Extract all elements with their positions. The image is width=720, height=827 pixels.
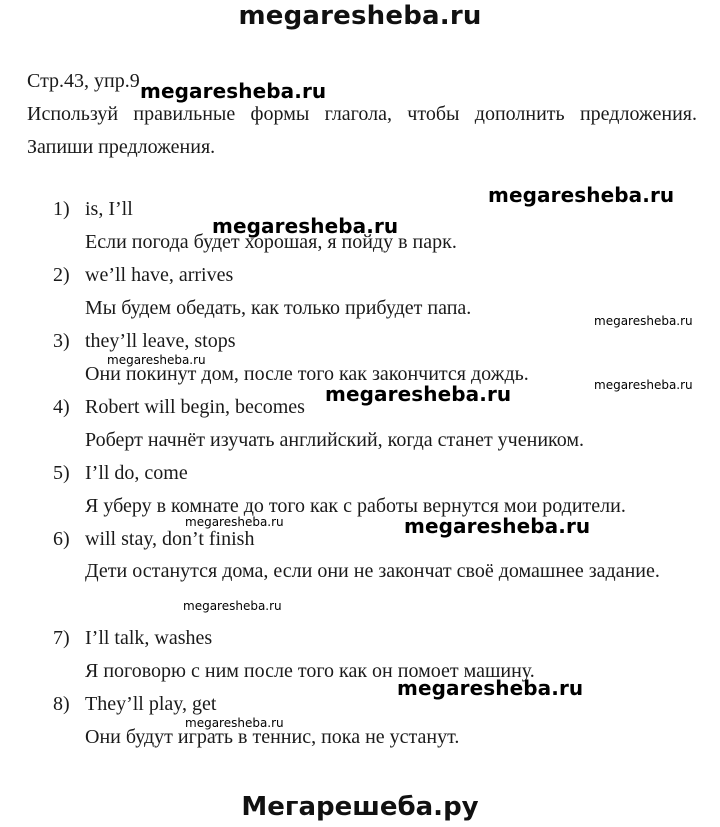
answer-translation: Они покинут дом, после того как закончится дождь.: [85, 363, 529, 385]
watermark: megaresheba.ru: [488, 183, 675, 207]
answer-verbs: they’ll leave, stops: [85, 330, 236, 352]
watermark: megaresheba.ru: [404, 514, 591, 538]
watermark: megaresheba.ru: [185, 716, 284, 730]
answer-verbs: we’ll have, arrives: [85, 264, 234, 286]
watermark: megaresheba.ru: [212, 214, 399, 238]
watermark: megaresheba.ru: [107, 353, 206, 367]
watermark: megaresheba.ru: [397, 676, 584, 700]
answer-verbs: is, I’ll: [85, 198, 133, 220]
answer-number: 4): [53, 396, 70, 418]
watermark: megaresheba.ru: [183, 599, 282, 613]
answer-verbs: Robert will begin, becomes: [85, 396, 305, 418]
site-header: megaresheba.ru: [238, 1, 482, 31]
answer-number: 8): [53, 693, 70, 715]
answer-verbs: I’ll talk, washes: [85, 627, 213, 649]
answer-verbs: I’ll do, come: [85, 462, 188, 484]
exercise-reference: Стр.43, упр.9: [27, 70, 140, 92]
answer-number: 7): [53, 627, 70, 649]
answer-number: 3): [53, 330, 70, 352]
answer-translation: Они будут играть в теннис, пока не устанут.: [85, 726, 460, 748]
watermark: megaresheba.ru: [185, 515, 284, 529]
answer-number: 5): [53, 462, 70, 484]
answer-translation: Дети останутся дома, если они не закончат своё домашнее задание.: [85, 560, 660, 582]
watermark: megaresheba.ru: [594, 378, 693, 392]
answer-number: 2): [53, 264, 70, 286]
answer-translation: Я уберу в комнате до того как с работы вернутся мои родители.: [85, 495, 626, 517]
site-footer: Мегарешеба.ру: [241, 792, 479, 822]
answer-number: 6): [53, 528, 70, 550]
exercise-instructions: Используй правильные формы глагола, чтобы дополнить предложения. Запиши предложения.: [27, 103, 697, 158]
answer-translation: Мы будем обедать, как только прибудет папа.: [85, 297, 472, 319]
watermark: megaresheba.ru: [140, 79, 327, 103]
answer-translation: Если погода будет хорошая, я пойду в парк.: [85, 231, 457, 253]
answer-verbs: They’ll play, get: [85, 693, 217, 715]
answer-translation: Я поговорю с ним после того как он помоет машину.: [85, 660, 535, 682]
watermark: megaresheba.ru: [594, 314, 693, 328]
answer-translation: Роберт начнёт изучать английский, когда станет учеником.: [85, 429, 585, 451]
answer-verbs: will stay, don’t finish: [85, 528, 255, 550]
watermark: megaresheba.ru: [325, 382, 512, 406]
answer-number: 1): [53, 198, 70, 220]
